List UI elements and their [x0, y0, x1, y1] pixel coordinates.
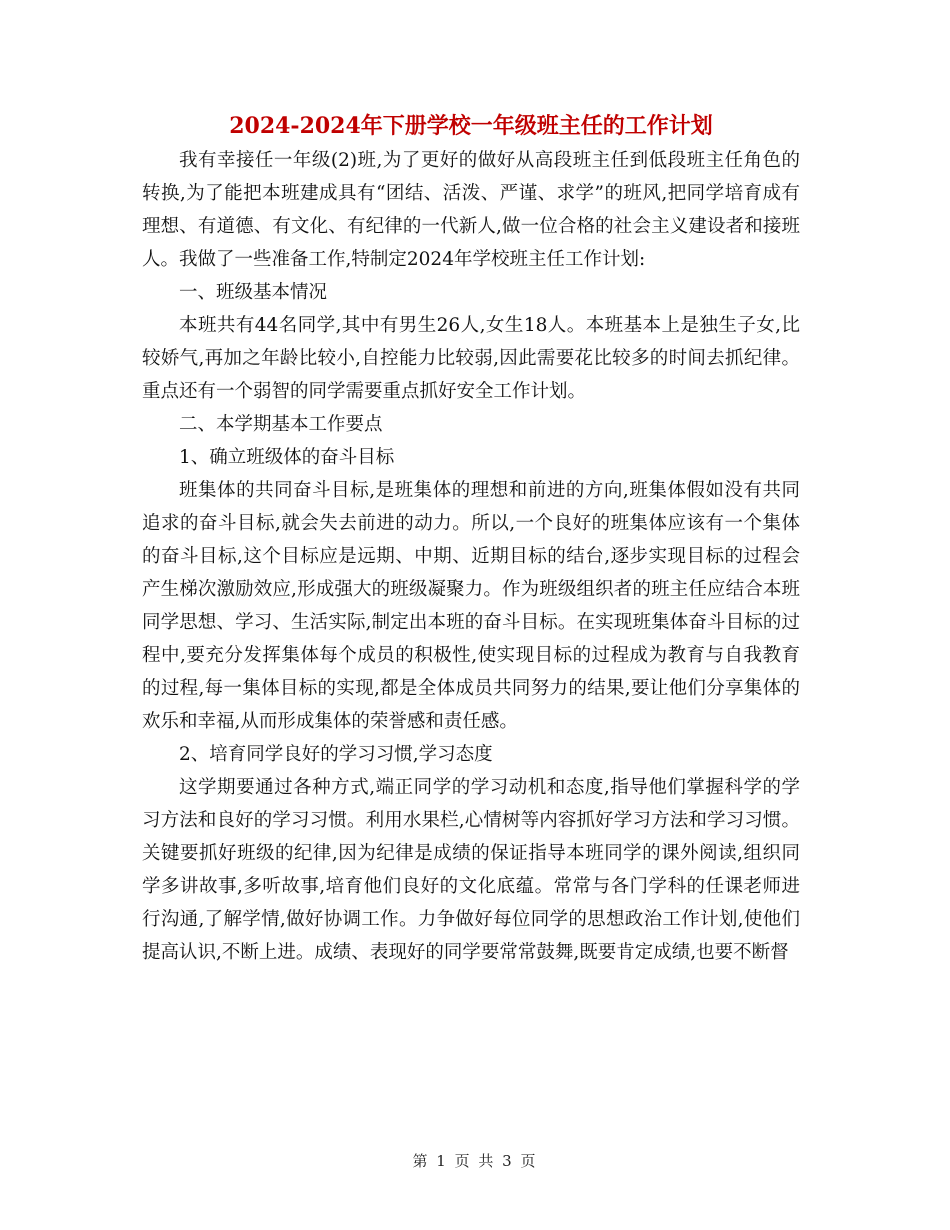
paragraph-class-situation: 本班共有44名同学,其中有男生26人,女生18人。本班基本上是独生子女,比较娇气,再加之年龄比较小,自控能力比较弱,因此需要花比较多的时间去抓纪律。重点还有一个弱智的同学需要重点抓好安全工作计划。: [142, 315, 800, 402]
document-body: [142, 144, 800, 969]
subheading-class-goal: 1、确立班级体的奋斗目标: [179, 447, 395, 468]
paragraph-study-habits: 这学期要通过各种方式,端正同学的学习动机和态度,指导他们掌握科学的学习方法和良好的学习习惯。利用水果栏,心情树等内容抓好学习方法和学习习惯。关键要抓好班级的纪律,因为纪律是成绩的保证指导本班同学的课外阅读,组织同学多讲故事,多听故事,培育他们良好的文化底蕴。常常与各门学科的任课老师进行沟通,了解学情,做好协调工作。力争做好每位同学的思想政治工作计划,使他们提高认识,不断上进。成绩、表现好的同学要常常鼓舞,既要肯定成绩,也要不断督: [142, 777, 800, 963]
subheading-study-habits: 2、培育同学良好的学习习惯,学习态度: [179, 744, 493, 765]
section-heading-class-situation: 一、班级基本情况: [179, 282, 328, 303]
document-title: 2024-2024年下册学校一年级班主任的工作计划: [229, 113, 713, 139]
section-heading-work-points: 二、本学期基本工作要点: [179, 414, 383, 435]
page-number-footer: 第 1 页 共 3 页: [412, 1152, 538, 1170]
paragraph-class-goal: 班集体的共同奋斗目标,是班集体的理想和前进的方向,班集体假如没有共同追求的奋斗目标,就会失去前进的动力。所以,一个良好的班集体应该有一个集体的奋斗目标,这个目标应是远期、中期、近期目标的结台,逐步实现目标的过程会产生梯次激励效应,形成强大的班级凝聚力。作为班级组织者的班主任应结合本班同学思想、学习、生活实际,制定出本班的奋斗目标。在实现班集体奋斗目标的过程中,要充分发挥集体每个成员的积极性,使实现目标的过程成为教育与自我教育的过程,每一集体目标的实现,都是全体成员共同努力的结果,要让他们分享集体的欢乐和幸福,从而形成集体的荣誉感和责任感。: [142, 480, 800, 732]
paragraph-intro: 我有幸接任一年级(2)班,为了更好的做好从高段班主任到低段班主任角色的转换,为了能把本班建成具有“团结、活泼、严谨、求学”的班风,把同学培育成有理想、有道德、有文化、有纪律的一代新人,做一位合格的社会主义建设者和接班人。我做了一些准备工作,特制定2024年学校班主任工作计划:: [142, 150, 800, 270]
